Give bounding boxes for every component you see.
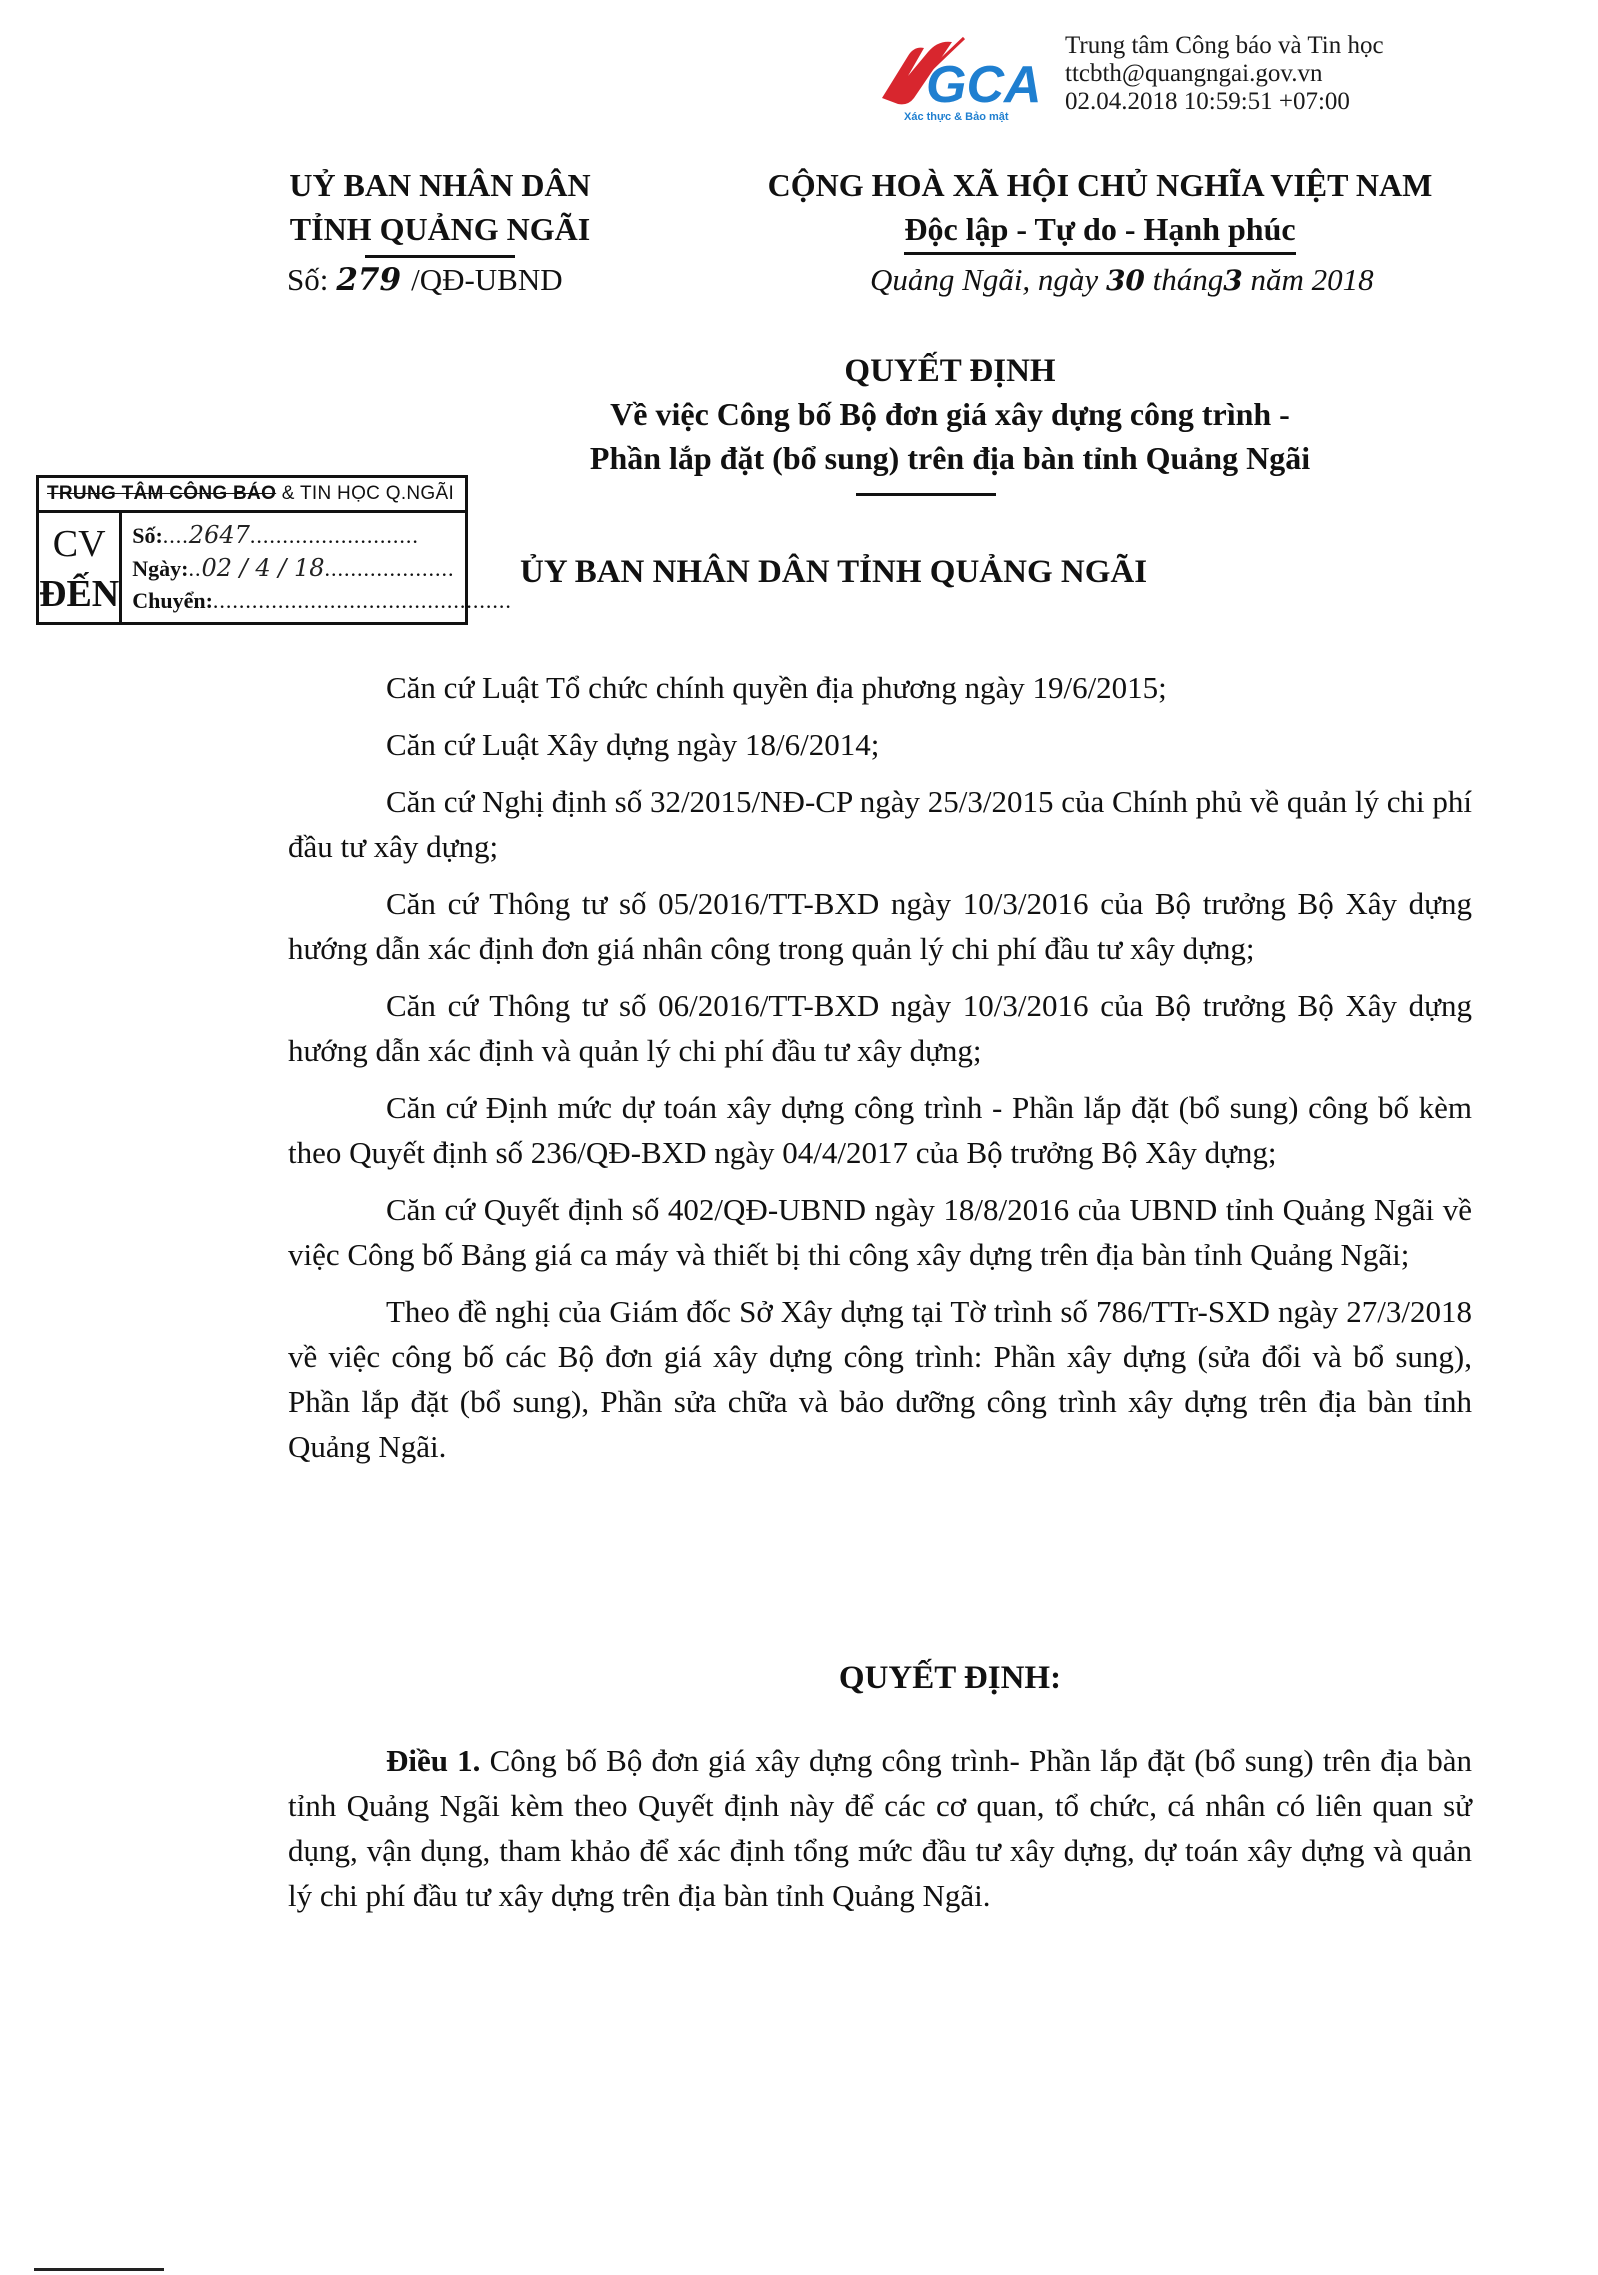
- stamp-header-rest: & TIN HỌC Q.NGÃI: [276, 483, 455, 504]
- date-month-label: tháng: [1152, 262, 1224, 297]
- article-1: [288, 1738, 1472, 1918]
- date-prefix: Quảng Ngãi, ngày: [870, 262, 1099, 297]
- national-motto-block: [690, 163, 1510, 255]
- stamp-ngay-label: Ngày:: [132, 556, 189, 581]
- place-date: [870, 262, 1374, 298]
- preamble-item: Căn cứ Nghị định số 32/2015/NĐ-CP ngày 25/3/2015 của Chính phủ về quản lý chi phí đầu tư xây dựng;: [288, 784, 1472, 864]
- preamble: [288, 665, 1472, 1481]
- preamble-item: Căn cứ Thông tư số 06/2016/TT-BXD ngày 10/3/2016 của Bộ trưởng Bộ Xây dựng hướng dẫn xác định và quản lý chi phí đầu tư xây dựng;: [288, 988, 1472, 1068]
- stamp-ngay-value: 02 / 4 / 18: [201, 554, 325, 582]
- received-stamp: [36, 475, 512, 625]
- stamp-fields: [122, 513, 520, 625]
- title-subject-line2: Phần lắp đặt (bổ sung) trên địa bàn tỉnh Quảng Ngãi: [589, 440, 1311, 476]
- date-year: năm 2018: [1250, 262, 1374, 297]
- date-month: 3: [1223, 264, 1243, 297]
- stamp-cv: CV: [52, 523, 106, 565]
- stamp-chuyen-label: Chuyển:: [132, 588, 213, 613]
- preamble-item: Căn cứ Thông tư số 05/2016/TT-BXD ngày 10/3/2016 của Bộ trưởng Bộ Xây dựng hướng dẫn xác định đơn giá nhân công trong quản lý chi phí đầu tư xây dựng;: [288, 886, 1472, 966]
- vgca-tagline: Xác thực & Bảo mật: [904, 111, 1009, 123]
- preamble-item: Căn cứ Luật Tổ chức chính quyền địa phương ngày 19/6/2015;: [386, 670, 1167, 705]
- document-title: [400, 350, 1500, 480]
- document-number: [287, 262, 563, 298]
- svg-text:GCA: GCA: [926, 56, 1042, 114]
- preamble-item: Căn cứ Luật Xây dựng ngày 18/6/2014;: [386, 727, 880, 762]
- stamp-chuyen-row: Chuyển:..............................................: [132, 588, 512, 613]
- issuing-authority: [255, 163, 625, 258]
- authority-line1: UỶ BAN NHÂN DÂN: [289, 167, 591, 203]
- stamp-cv-den: [39, 513, 122, 625]
- agency-heading: ỦY BAN NHÂN DÂN TỈNH QUẢNG NGÃI: [520, 554, 1148, 590]
- number-suffix: /QĐ-UBND: [411, 262, 563, 297]
- title-subject-line1: Về việc Công bố Bộ đơn giá xây dựng công trình -: [610, 396, 1290, 432]
- national-motto: Độc lập - Tự do - Hạnh phúc: [904, 207, 1295, 255]
- article-1-text: Công bố Bộ đơn giá xây dựng công trình- Phần lắp đặt (bổ sung) trên địa bàn tỉnh Quảng Ngãi kèm theo Quyết định này để các cơ quan, tổ chức, cá nhân có liên quan sử dụng, vận dụng, tham khảo để xác định tổng mức đầu tư xây dựng, dự toán xây dựng và quản lý chi phí đầu tư xây dựng trên địa bàn tỉnh Quảng Ngãi.: [288, 1743, 1473, 1913]
- stamp-ngay-row: Ngày:..02 / 4 / 18....................: [132, 554, 455, 582]
- preamble-item: Căn cứ Quyết định số 402/QĐ-UBND ngày 18/8/2016 của UBND tỉnh Quảng Ngãi về việc Công bố Bảng giá ca máy và thiết bị thi công xây dựng trên địa bàn tỉnh Quảng Ngãi;: [288, 1192, 1472, 1272]
- scan-artifact-line: [34, 2268, 164, 2271]
- stamp-den: ĐẾN: [39, 573, 120, 615]
- title-heading: QUYẾT ĐỊNH: [844, 353, 1056, 389]
- article-1-label: Điều 1.: [386, 1743, 481, 1778]
- number-handwritten: 279: [336, 262, 402, 298]
- authority-line2: TỈNH QUẢNG NGÃI: [289, 211, 591, 247]
- signature-email: ttcbth@quangngai.gov.vn: [1065, 60, 1323, 87]
- title-underline: [856, 493, 996, 496]
- authority-underline: [365, 255, 515, 258]
- stamp-so-label: Số:: [132, 523, 163, 548]
- stamp-header: [39, 478, 465, 513]
- vgca-logo: [868, 32, 1068, 124]
- stamp-so-value: 2647: [188, 521, 250, 549]
- signature-timestamp: 02.04.2018 10:59:51 +07:00: [1065, 88, 1350, 115]
- signature-org: Trung tâm Công báo và Tin học: [1065, 32, 1384, 59]
- decision-heading: QUYẾT ĐỊNH:: [838, 1660, 1062, 1696]
- stamp-so-row: Số:....2647..........................: [132, 521, 419, 549]
- stamp-header-struck: TRUNG TÂM CÔNG BÁO: [47, 483, 277, 504]
- number-label: Số:: [287, 262, 329, 297]
- preamble-item: Theo đề nghị của Giám đốc Sở Xây dựng tại Tờ trình số 786/TTr-SXD ngày 27/3/2018 về việc công bố các Bộ đơn giá xây dựng công trình: Phần xây dựng (sửa đổi và bổ sung), Phần lắp đặt (bổ sung), Phần sửa chữa và bảo dưỡng công trình xây dựng trên địa bàn tỉnh Quảng Ngãi.: [288, 1294, 1472, 1464]
- preamble-item: Căn cứ Định mức dự toán xây dựng công trình - Phần lắp đặt (bổ sung) công bố kèm theo Quyết định số 236/QĐ-BXD ngày 04/4/2017 của Bộ trưởng Bộ Xây dựng;: [288, 1090, 1472, 1170]
- digital-signature-info: [1065, 32, 1384, 116]
- date-day: 30: [1105, 264, 1145, 297]
- country-name: CỘNG HOÀ XÃ HỘI CHỦ NGHĨA VIỆT NAM: [767, 167, 1433, 203]
- vgca-logo-icon: [868, 32, 1068, 124]
